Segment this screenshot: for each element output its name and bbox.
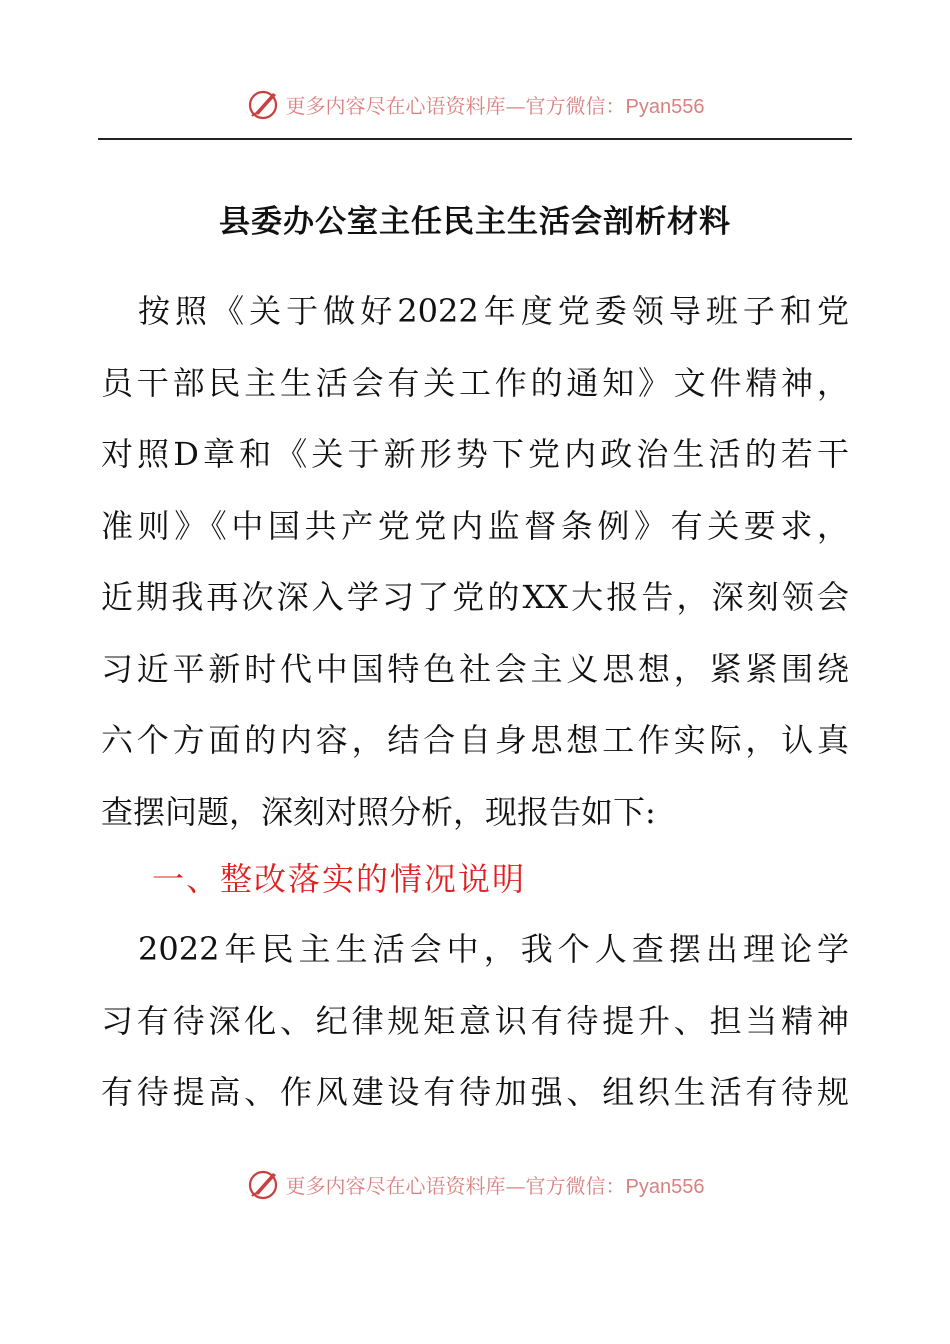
paragraph-line: 有待提高、作风建设有待加强、组织生活有待规 bbox=[101, 1073, 849, 1111]
pen-quill-logo-icon bbox=[246, 86, 282, 122]
paragraph-line: 员干部民主生活会有关工作的通知》文件精神， bbox=[101, 363, 849, 402]
paragraph-intro bbox=[101, 276, 849, 848]
watermark-id: Pyan556 bbox=[625, 1175, 705, 1198]
paragraph-line: 习近平新时代中国特色社会主义思想，紧紧围绕 bbox=[101, 649, 849, 688]
paragraph-line: 准则》《中国共产党党内监督条例》有关要求， bbox=[101, 506, 849, 545]
footer-watermark bbox=[0, 1164, 950, 1204]
pen-quill-logo-icon bbox=[246, 1166, 282, 1202]
paragraph-line: 按照《关于做好2022年度党委领导班子和党 bbox=[101, 292, 849, 330]
paragraph-line: 查摆问题，深刻对照分析，现报告如下: bbox=[101, 792, 656, 831]
paragraph-line: 对照D章和《关于新形势下党内政治生活的若干 bbox=[101, 435, 849, 473]
paragraph-line: 近期我再次深入学习了党的XX大报告，深刻领会 bbox=[101, 578, 849, 616]
paragraph-rectification bbox=[101, 914, 849, 1129]
watermark-id: Pyan556 bbox=[625, 95, 705, 118]
paragraph-line: 2022年民主生活会中，我个人查摆出理论学 bbox=[101, 930, 849, 968]
watermark-text: 更多内容尽在心语资料库—官方微信：Pyan556 bbox=[285, 93, 705, 118]
paragraph-line: 六个方面的内容，结合自身思想工作实际，认真 bbox=[101, 721, 849, 759]
header-watermark bbox=[0, 84, 950, 124]
paragraph-line: 习有待深化、纪律规矩意识有待提升、担当精神 bbox=[101, 1001, 849, 1040]
header-rule bbox=[98, 138, 852, 140]
document-title: 县委办公室主任民主生活会剖析材料 bbox=[219, 204, 731, 240]
watermark-text: 更多内容尽在心语资料库—官方微信：Pyan556 bbox=[285, 1173, 705, 1198]
section-heading: 一、整改落实的情况说明 bbox=[152, 860, 527, 898]
